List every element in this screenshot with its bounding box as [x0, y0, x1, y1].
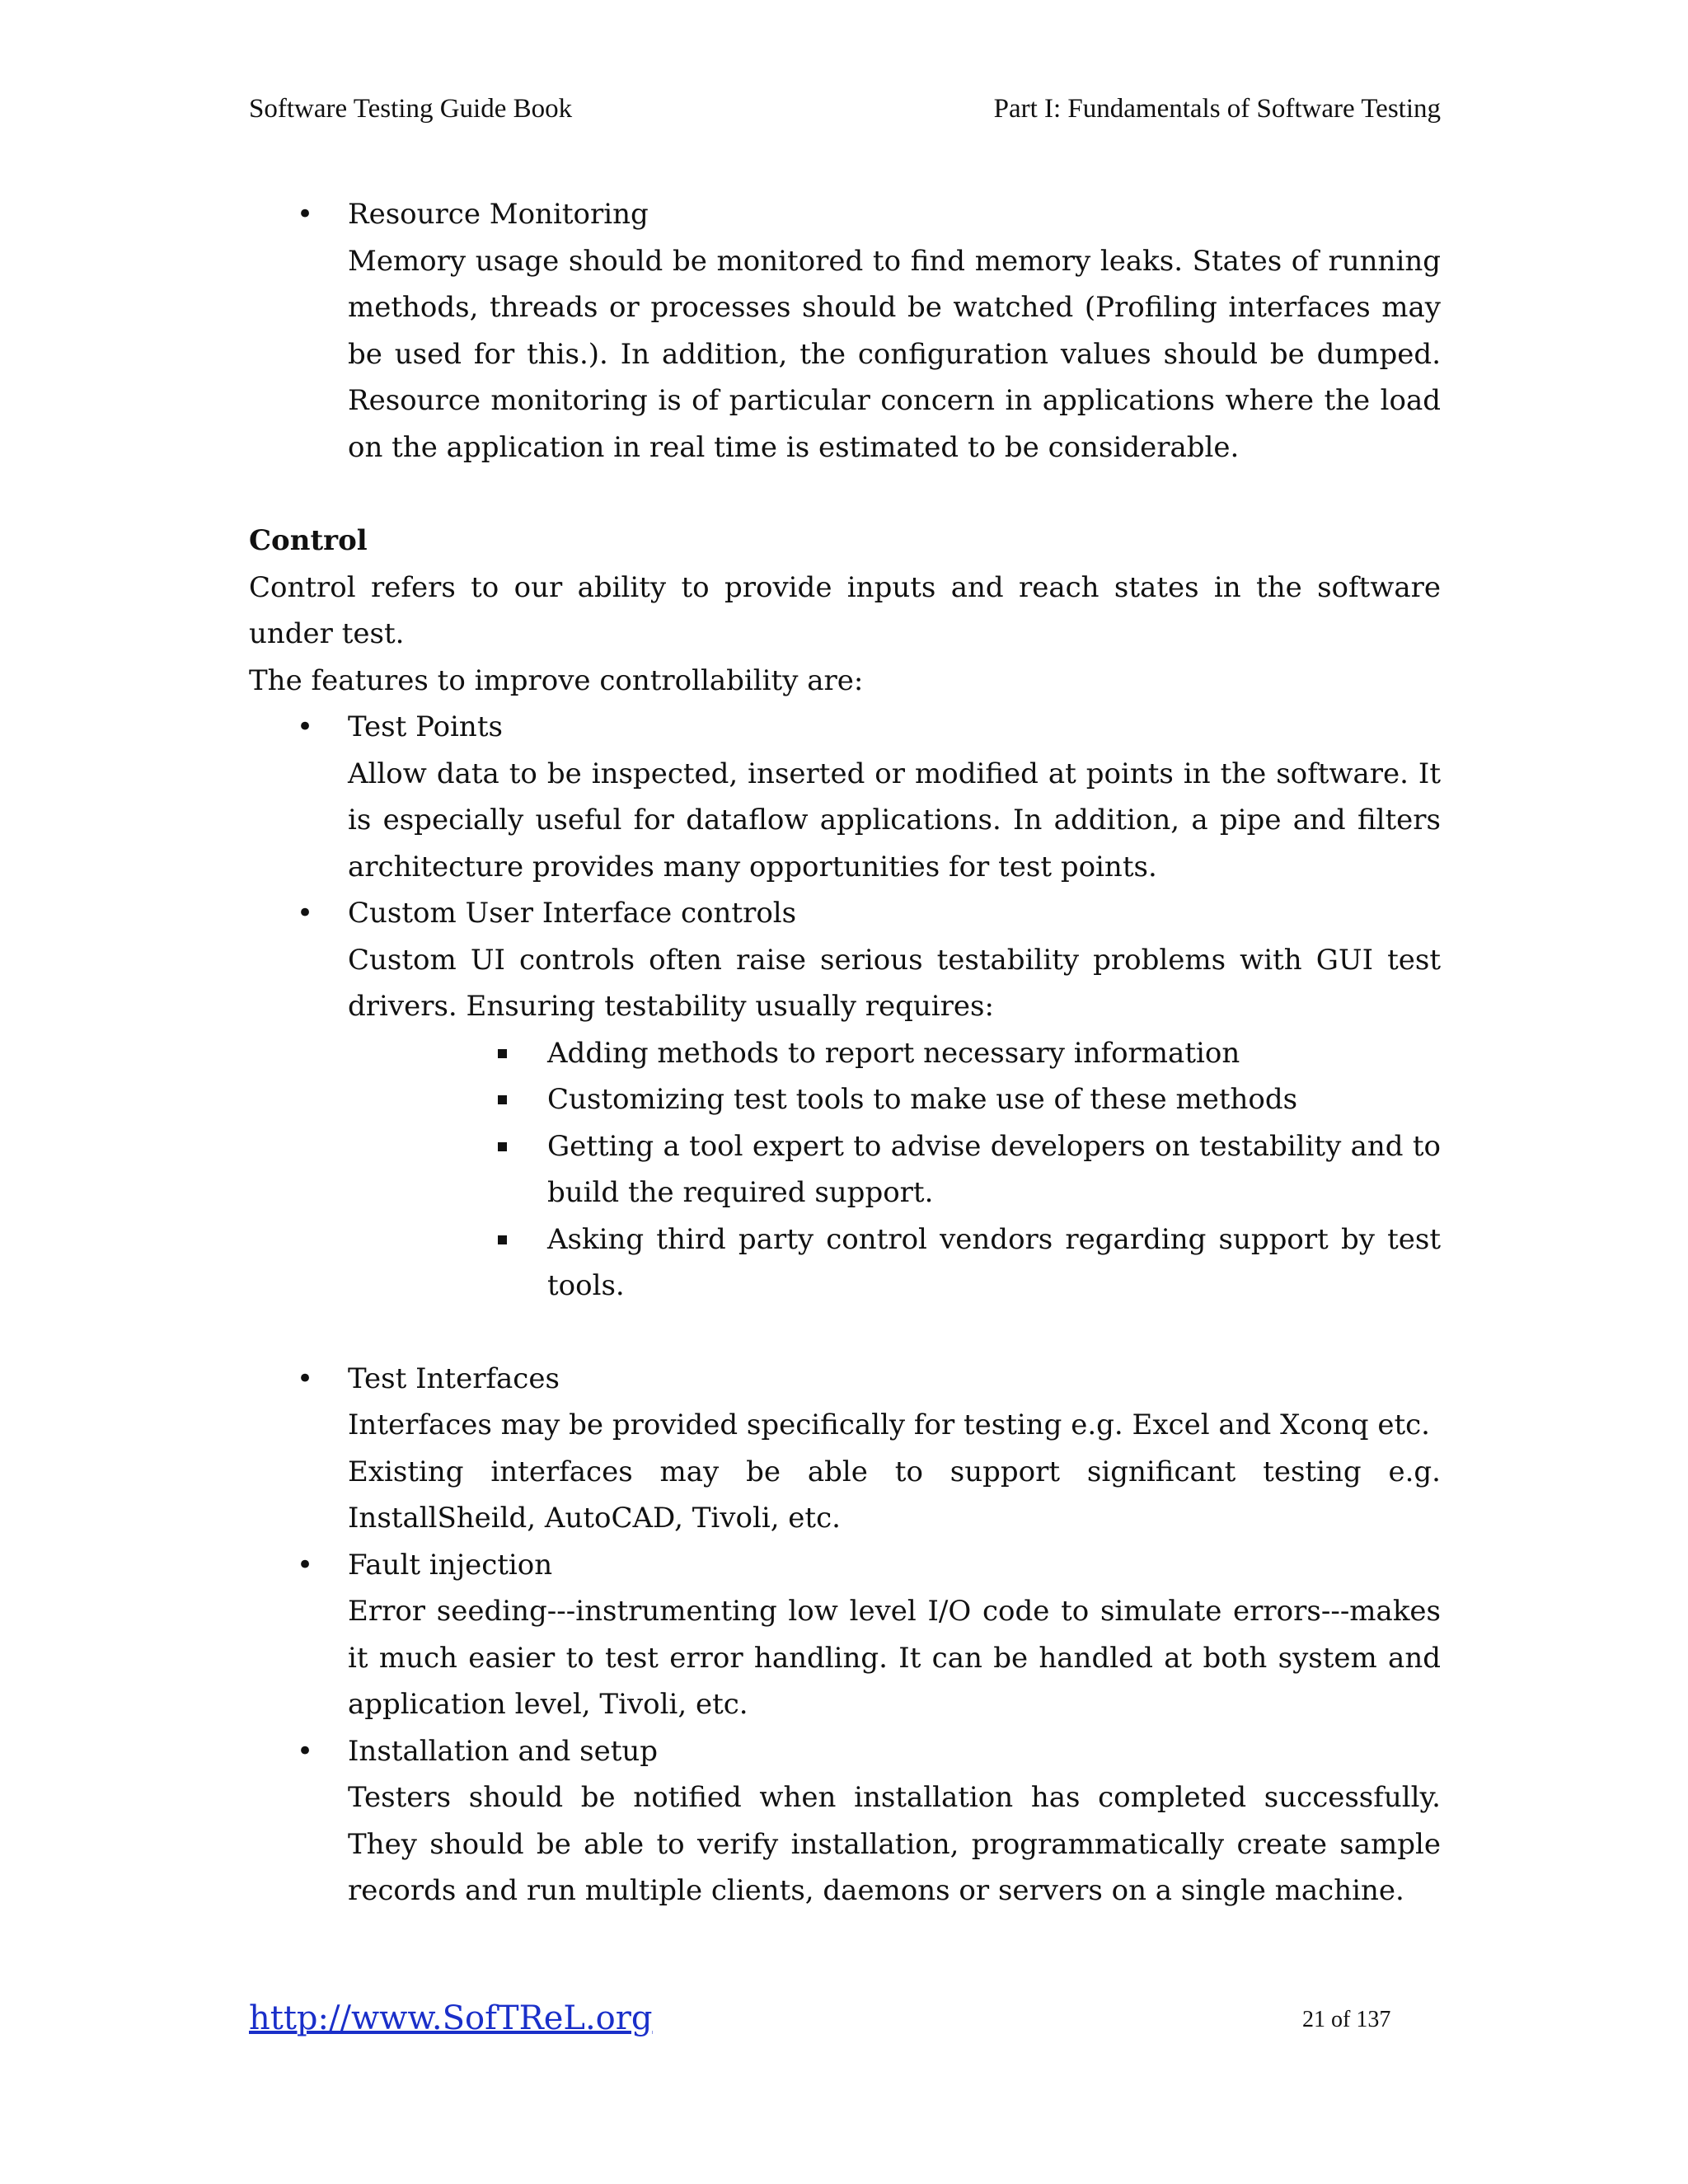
sub-item-text: Asking third party control vendors regarding support by test tools.	[547, 1222, 1441, 1302]
item-text: Memory usage should be monitored to find memory leaks. States of running methods, threads or processes should be watched (Profiling interfaces may be used for this.). In addition, the configuration values should be dumped. Resource monitoring is of particular concern in applications where the load on the application in real time is estimated to be considerable.	[348, 244, 1441, 464]
item-text-continued: Existing interfaces may be able to support significant testing e.g. InstallSheild, AutoCAD, Tivoli, etc.	[348, 1455, 1441, 1535]
sub-item-text: Adding methods to report necessary information	[547, 1036, 1240, 1070]
sub-item-text: Customizing test tools to make use of these methods	[547, 1083, 1298, 1116]
list-item-test-interfaces	[249, 1356, 1441, 1542]
item-title: Test Interfaces	[348, 1361, 560, 1395]
sub-list-item	[249, 1216, 1441, 1310]
document-page	[249, 0, 1441, 2184]
item-text: Error seeding---instrumenting low level I/O code to simulate errors---makes it much easier to test error handling. It can be handled at both system and application level, Tivoli, etc.	[348, 1595, 1441, 1721]
sub-list-item	[249, 1123, 1441, 1216]
square-bullet-icon	[498, 1049, 507, 1058]
item-title: Installation and setup	[348, 1734, 659, 1768]
bullet-icon: •	[297, 710, 314, 743]
list-item-resource-monitoring	[249, 191, 1441, 471]
bullet-icon: •	[297, 897, 314, 930]
page-header	[249, 94, 1441, 134]
item-text: Custom UI controls often raise serious testability problems with GUI test drivers. Ensuring testability usually requires:	[348, 943, 1441, 1023]
item-text: Testers should be notified when installation has completed successfully. They should be able to verify installation, programmatically create sample records and run multiple clients, daemons or servers on a single machine.	[348, 1781, 1441, 1907]
item-text: Interfaces may be provided specifically for testing e.g. Excel and Xconq etc.	[348, 1408, 1430, 1441]
website-link[interactable]: http://www.SofTReL.org	[249, 1999, 653, 2037]
list-item-custom-ui-controls	[249, 890, 1441, 1030]
header-part-title: Part I: Fundamentals of Software Testing	[993, 94, 1441, 124]
bullet-icon: •	[297, 1361, 314, 1395]
section-heading-control: Control	[249, 524, 368, 557]
page-content	[249, 191, 1441, 1915]
sub-list-item	[249, 1076, 1441, 1123]
page-footer	[249, 1999, 1441, 2049]
item-title: Resource Monitoring	[348, 198, 649, 231]
item-title: Test Points	[348, 710, 503, 743]
square-bullet-icon	[498, 1235, 507, 1244]
page-number: 21 of 137	[1302, 2007, 1391, 2032]
list-item-test-points	[249, 704, 1441, 890]
square-bullet-icon	[498, 1095, 507, 1104]
item-text: Allow data to be inspected, inserted or modified at points in the software. It is especially useful for dataflow applications. In addition, a pipe and filters architecture provides many opportunities for test points.	[348, 757, 1441, 883]
features-intro: The features to improve controllability are:	[249, 663, 864, 697]
item-title: Fault injection	[348, 1548, 553, 1582]
square-bullet-icon	[498, 1142, 507, 1151]
list-item-installation-setup	[249, 1728, 1441, 1915]
bullet-icon: •	[297, 1734, 314, 1768]
list-item-fault-injection	[249, 1542, 1441, 1728]
sub-item-text: Getting a tool expert to advise developers on testability and to build the required support.	[547, 1129, 1441, 1209]
sub-list-item	[249, 1030, 1441, 1077]
item-title: Custom User Interface controls	[348, 897, 797, 930]
header-book-title: Software Testing Guide Book	[249, 94, 573, 124]
control-intro: Control refers to our ability to provide inputs and reach states in the software under test.	[249, 570, 1441, 650]
bullet-icon: •	[297, 1548, 314, 1582]
bullet-icon: •	[297, 198, 314, 231]
